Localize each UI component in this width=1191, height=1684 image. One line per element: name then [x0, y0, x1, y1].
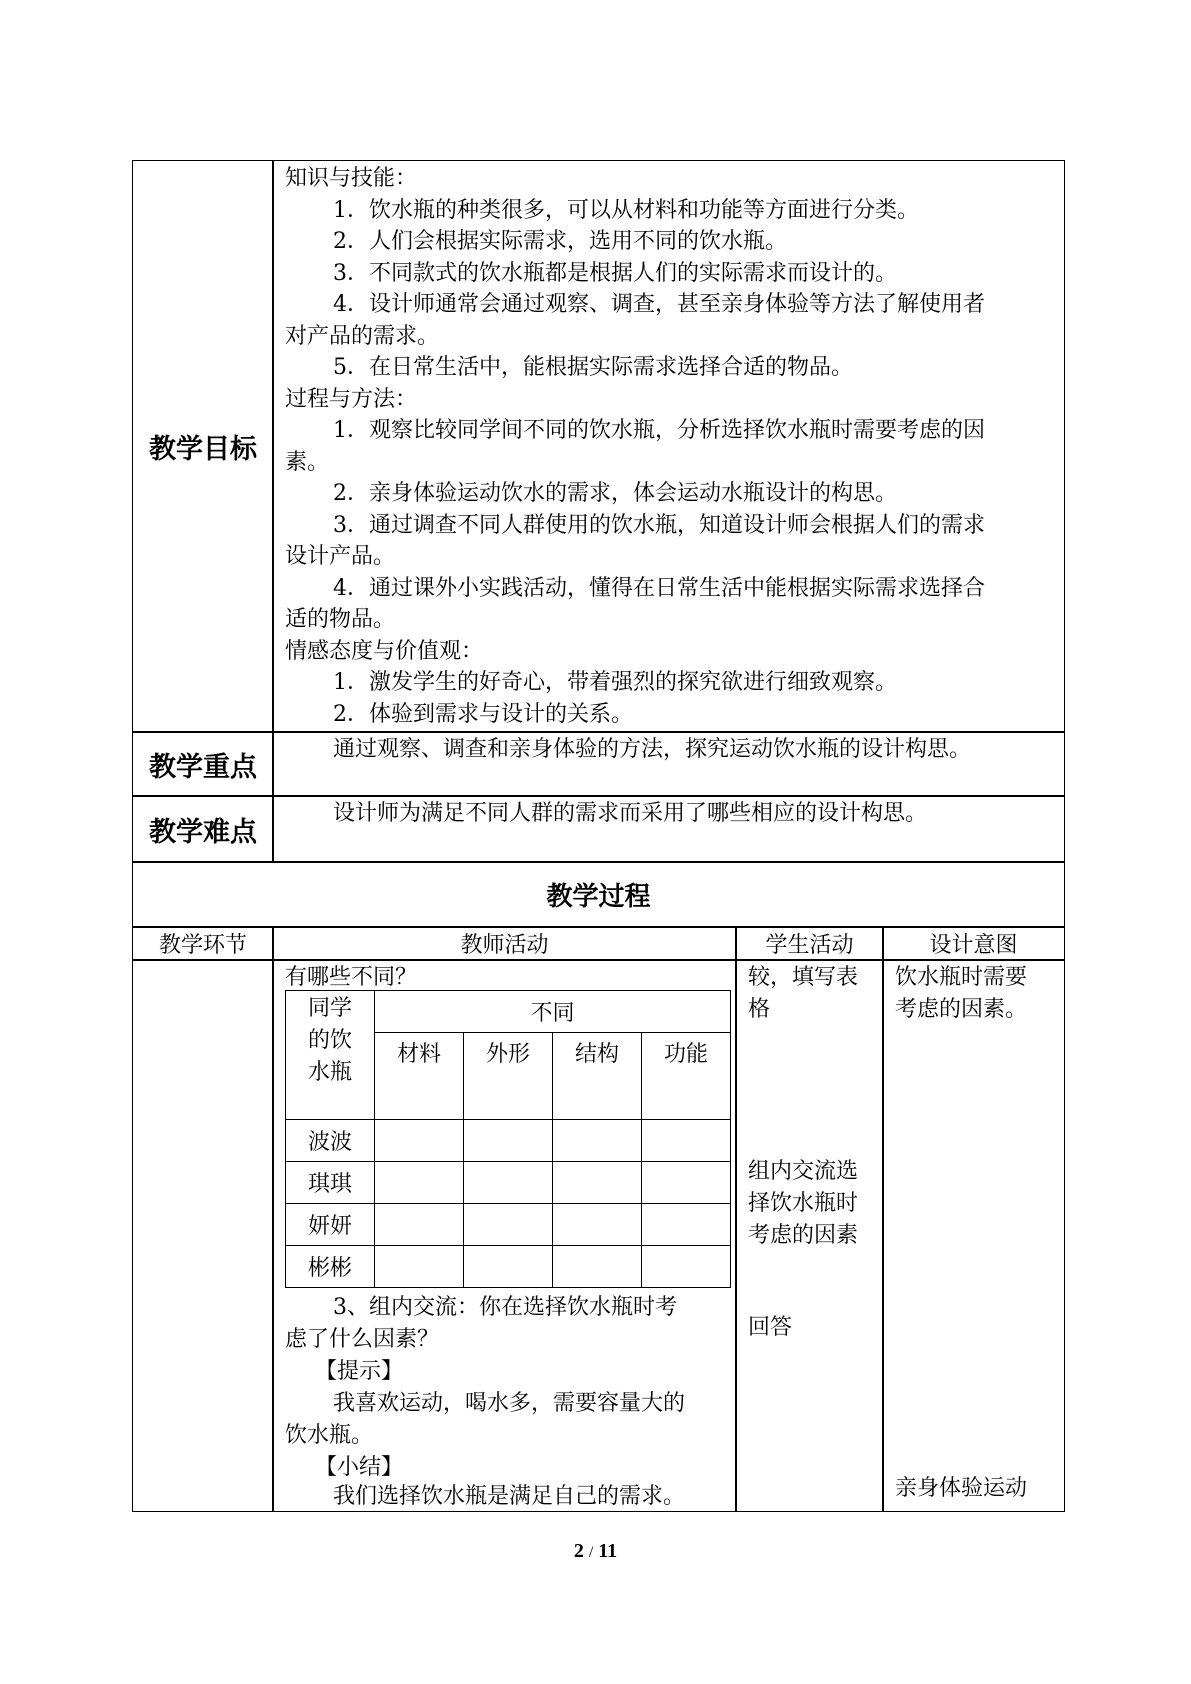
col-shape: 外形	[464, 1033, 553, 1120]
teacher-intro: 有哪些不同？	[285, 965, 418, 990]
difficulty-content-cell	[272, 795, 1065, 863]
goal-line: 2．亲身体验运动饮水的需求，体会运动水瓶设计的构思。	[333, 481, 897, 506]
goals-label-cell	[132, 160, 274, 733]
teacher-cell	[272, 959, 737, 1512]
student-exchange-2: 择饮水瓶时	[748, 1191, 859, 1216]
table-row: 彬彬	[286, 1246, 731, 1288]
col-structure: 结构	[553, 1033, 642, 1120]
hint-line-2: 饮水瓶。	[285, 1423, 374, 1448]
col-material: 材料	[375, 1033, 464, 1120]
goal-line: 4．通过课外小实践活动，懂得在日常生活中能根据实际需求选择合	[333, 575, 985, 601]
goal-line: 1．饮水瓶的种类很多，可以从材料和功能等方面进行分类。	[333, 197, 919, 223]
goal-line: 5．在日常生活中，能根据实际需求选择合适的物品。	[333, 355, 853, 380]
goal-line: 2．人们会根据实际需求，选用不同的饮水瓶。	[333, 229, 787, 254]
difficulty-label-cell	[132, 795, 274, 863]
header-teacher: 教师活动	[272, 926, 737, 961]
process-title-cell	[132, 861, 1065, 928]
goal-line: 知识与技能：	[285, 166, 418, 191]
goals-content-cell	[272, 160, 1065, 733]
difficulty-label: 教学难点	[149, 816, 257, 848]
intent-cell	[882, 959, 1065, 1512]
goal-line: 1．激发学生的好奇心，带着强烈的探究欲进行细致观察。	[333, 670, 897, 695]
student-cell	[735, 959, 884, 1512]
header-intent: 设计意图	[882, 926, 1065, 961]
goal-line: 对产品的需求。	[285, 323, 440, 349]
hint-label: 【提示】	[315, 1359, 404, 1384]
hint-line-1: 我喜欢运动，喝水多，需要容量大的	[333, 1391, 686, 1416]
question-line-2: 虑了什么因素？	[285, 1327, 440, 1352]
goal-line: 4．设计师通常会通过观察、调查，甚至亲身体验等方法了解使用者	[333, 292, 985, 317]
intent-line-2: 考虑的因素。	[895, 997, 1028, 1022]
goal-line: 适的物品。	[285, 607, 396, 632]
goal-line: 3．不同款式的饮水瓶都是根据人们的实际需求而设计的。	[333, 260, 897, 286]
goal-line: 素。	[285, 449, 330, 475]
goal-line: 情感态度与价值观：	[285, 638, 484, 664]
page-current: 2	[573, 1540, 584, 1562]
goals-label: 教学目标	[149, 434, 257, 465]
table-row: 妍妍	[286, 1204, 731, 1246]
page-number	[0, 1540, 1191, 1563]
row-header-cell: 同学 的饮 水瓶	[286, 991, 375, 1120]
table-row: 波波	[286, 1120, 731, 1162]
header-stage: 教学环节	[132, 926, 274, 961]
header-student: 学生活动	[735, 926, 884, 961]
student-line-1: 较，填写表	[748, 965, 859, 990]
difficulty-text: 设计师为满足不同人群的需求而采用了哪些相应的设计构思。	[333, 801, 928, 826]
intent-line-1: 饮水瓶时需要	[895, 965, 1028, 990]
summary-text: 我们选择饮水瓶是满足自己的需求。	[333, 1484, 686, 1509]
key-point-label-cell	[132, 731, 274, 797]
process-title: 教学过程	[546, 882, 651, 912]
summary-label: 【小结】	[315, 1455, 404, 1480]
stage-cell	[132, 959, 274, 1512]
key-point-content-cell	[272, 731, 1065, 797]
student-answer: 回答	[748, 1315, 793, 1340]
comparison-table	[285, 990, 731, 1288]
col-function: 功能	[642, 1033, 731, 1120]
table-row: 琪琪	[286, 1162, 731, 1204]
key-point-label: 教学重点	[149, 751, 257, 783]
group-header-cell: 不同	[375, 991, 731, 1033]
page-separator: /	[588, 1544, 594, 1561]
student-line-2: 格	[748, 997, 771, 1022]
page-total: 11	[598, 1540, 618, 1562]
goal-line: 2．体验到需求与设计的关系。	[333, 701, 633, 727]
goal-line: 过程与方法：	[285, 386, 418, 412]
goal-line: 3．通过调查不同人群使用的饮水瓶，知道设计师会根据人们的需求	[333, 512, 985, 538]
goal-line: 1．观察比较同学间不同的饮水瓶，分析选择饮水瓶时需要考虑的因	[333, 418, 985, 443]
student-exchange-3: 考虑的因素	[748, 1223, 859, 1248]
key-point-text: 通过观察、调查和亲身体验的方法，探究运动饮水瓶的设计构思。	[333, 737, 972, 762]
goal-line: 设计产品。	[285, 544, 396, 569]
student-exchange-1: 组内交流选	[748, 1159, 859, 1184]
question-line-1: 3、组内交流：你在选择饮水瓶时考	[333, 1295, 677, 1320]
intent-bottom: 亲身体验运动	[895, 1476, 1028, 1501]
